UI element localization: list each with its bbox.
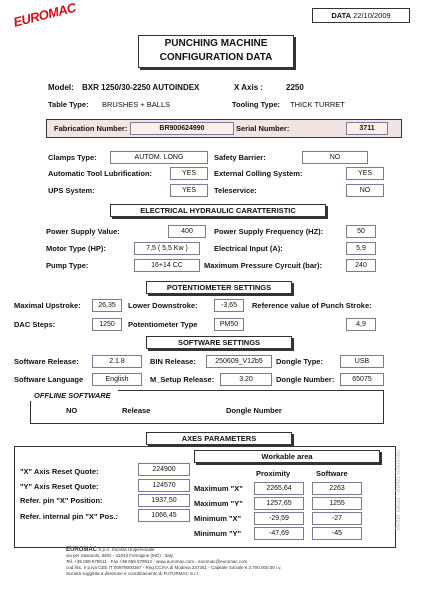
workable-area-header: Workable area — [194, 450, 380, 463]
xaxis-label: X Axis : — [234, 83, 264, 92]
footer-address: via per Sassuolo, 68/G - 41043 Formigine (MO) - Italy — [66, 553, 174, 558]
footer-contacts: Tel. +39 059 579511 - Fax +39 059 579512 - www.euromac.com - euromac@euromac.com — [66, 559, 248, 564]
title-line-1: PUNCHING MACHINE — [164, 38, 268, 49]
date-value: 22/10/2009 — [353, 11, 391, 20]
release-label: Software Release: — [14, 357, 79, 366]
potentiometer-section-header: POTENTIOMETER SETTINGS — [146, 281, 292, 294]
min-x-proximity: -29,59 — [254, 512, 304, 525]
max-x-proximity: 2265,64 — [254, 482, 304, 495]
min-y-proximity: -47,69 — [254, 527, 304, 540]
msetup-value: 3.20 — [220, 373, 272, 386]
pot-type-value: PM50 — [214, 318, 244, 331]
safety-label: Safety Barrier: — [214, 153, 266, 162]
xaxis-value: 2250 — [286, 83, 304, 92]
lube-label: Automatic Tool Lubrification: — [48, 169, 153, 178]
title-line-2: CONFIGURATION DATA — [159, 52, 273, 63]
serial-label: Serial Number: — [236, 124, 290, 133]
x-reset-value: 224900 — [138, 463, 190, 476]
power-value: 400 — [168, 225, 206, 238]
max-y-software: 1255 — [312, 497, 362, 510]
bin-value: 250609_V12b5 — [206, 355, 272, 368]
lube-value: YES — [170, 167, 208, 180]
teleservice-label: Teleservice: — [214, 186, 257, 195]
fabrication-label: Fabrication Number: — [54, 124, 128, 133]
offline-col-no: NO — [66, 406, 78, 415]
electrical-section-header: ELECTRICAL HYDRAULIC CARATTERISTIC — [110, 204, 326, 217]
tooling-type-label: Tooling Type: — [232, 100, 281, 109]
downstroke-label: Lower Downstroke: — [128, 301, 198, 310]
footer-legal: cod.fisc. e p.iva CEE IT 00979000367 - Reg.CCIAA di Modena 247351 - Capitale Sociale € 2.700.000,00 i.v. — [66, 565, 282, 570]
bin-label: BIN Release: — [150, 357, 196, 366]
upstroke-value: 26,35 — [92, 299, 122, 312]
clamps-label: Clamps Type: — [48, 153, 97, 162]
col-proximity: Proximity — [256, 469, 291, 478]
dongle-number-label: Dongle Number: — [276, 375, 335, 384]
release-value: 2.1.8 — [92, 355, 142, 368]
safety-value: NO — [302, 151, 368, 164]
dac-label: DAC Steps: — [14, 320, 56, 329]
language-label: Software Language — [14, 375, 84, 384]
input-label: Electrical Input (A): — [214, 244, 283, 253]
pressure-label: Maximum Pressure Cyrcuit (bar): — [204, 261, 322, 270]
tooling-type-value: THICK TURRET — [290, 100, 345, 109]
motor-value: 7,5 ( 5,5 Kw ) — [134, 242, 200, 255]
euromac-logo — [11, 0, 78, 34]
serial-value: 3711 — [346, 122, 388, 135]
pin-x-label: Refer. pin "X" Position: — [20, 496, 103, 505]
reference-value: 4,9 — [346, 318, 376, 331]
pump-value: 16+14 CC — [134, 259, 200, 272]
max-y-proximity: 1257,65 — [254, 497, 304, 510]
max-x-software: 2263 — [312, 482, 362, 495]
min-x-label: Minimum "X" — [194, 514, 242, 523]
language-value: English — [92, 373, 142, 386]
offline-col-dongle: Dongle Number — [226, 406, 282, 415]
msetup-label: M_Setup Release: — [150, 375, 215, 384]
y-reset-value: 124570 — [138, 479, 190, 492]
footer-block — [66, 547, 396, 577]
table-type-value: BRUSHES + BALLS — [102, 100, 171, 109]
ups-label: UPS System: — [48, 186, 95, 195]
internal-pin-label: Refer. internal pin "X" Pos.: — [20, 512, 118, 521]
axes-section-header: AXES PARAMETERS — [146, 432, 292, 445]
pot-type-label: Potentiometer Type — [128, 320, 198, 329]
software-section-header: SOFTWARE SETTINGS — [146, 336, 292, 349]
input-value: 5,9 — [346, 242, 376, 255]
date-label: DATA — [331, 11, 352, 20]
title-box — [138, 35, 294, 68]
footer-company-rest: S.p.A. Società Unipersonale — [98, 547, 155, 552]
dongle-type-label: Dongle Type: — [276, 357, 323, 366]
y-reset-label: "Y" Axis Reset Quote: — [20, 482, 99, 491]
ups-value: YES — [170, 184, 208, 197]
teleservice-value: NO — [346, 184, 384, 197]
footer-company: EUROMAC — [66, 547, 97, 553]
freq-label: Power Supply Frequency (HZ): — [214, 227, 324, 236]
pin-x-value: 1937,50 — [138, 494, 190, 507]
downstroke-value: -3,65 — [214, 299, 244, 312]
min-x-software: -27 — [312, 512, 362, 525]
fabrication-value: BR900624990 — [130, 122, 234, 135]
col-software: Software — [316, 469, 348, 478]
side-tagline: Better Ideas - Better Solutions — [396, 449, 402, 530]
internal-pin-value: 1066,45 — [138, 509, 190, 522]
cooling-value: YES — [346, 167, 384, 180]
power-label: Power Supply Value: — [46, 227, 120, 236]
min-y-software: -45 — [312, 527, 362, 540]
reference-label: Reference value of Punch Stroke: — [252, 301, 372, 310]
date-box — [312, 8, 410, 23]
motor-label: Motor Type (HP): — [46, 244, 106, 253]
min-y-label: Minimum "Y" — [194, 529, 242, 538]
x-reset-label: "X" Axis Reset Quote: — [20, 467, 99, 476]
cooling-label: External Colling System: — [214, 169, 303, 178]
table-type-label: Table Type: — [48, 100, 89, 109]
offline-section-header: OFFLINE SOFTWARE — [30, 390, 118, 401]
pump-label: Pump Type: — [46, 261, 89, 270]
model-label: Model: — [48, 83, 74, 92]
freq-value: 50 — [346, 225, 376, 238]
footer-direction: Società soggetta a direzione e coordinamento di FUTURMAC S.r.l. — [66, 571, 200, 576]
dongle-number-value: 65075 — [340, 373, 384, 386]
upstroke-label: Maximal Upstroke: — [14, 301, 81, 310]
max-x-label: Maximum "X" — [194, 484, 243, 493]
model-value: BXR 1250/30-2250 AUTOINDEX — [82, 83, 200, 92]
offline-col-release: Release — [122, 406, 151, 415]
logo-text: EUROMAC — [11, 0, 78, 30]
dongle-type-value: USB — [340, 355, 384, 368]
pressure-value: 240 — [346, 259, 376, 272]
max-y-label: Maximum "Y" — [194, 499, 243, 508]
clamps-value: AUTOM. LONG — [110, 151, 208, 164]
dac-value: 1250 — [92, 318, 122, 331]
